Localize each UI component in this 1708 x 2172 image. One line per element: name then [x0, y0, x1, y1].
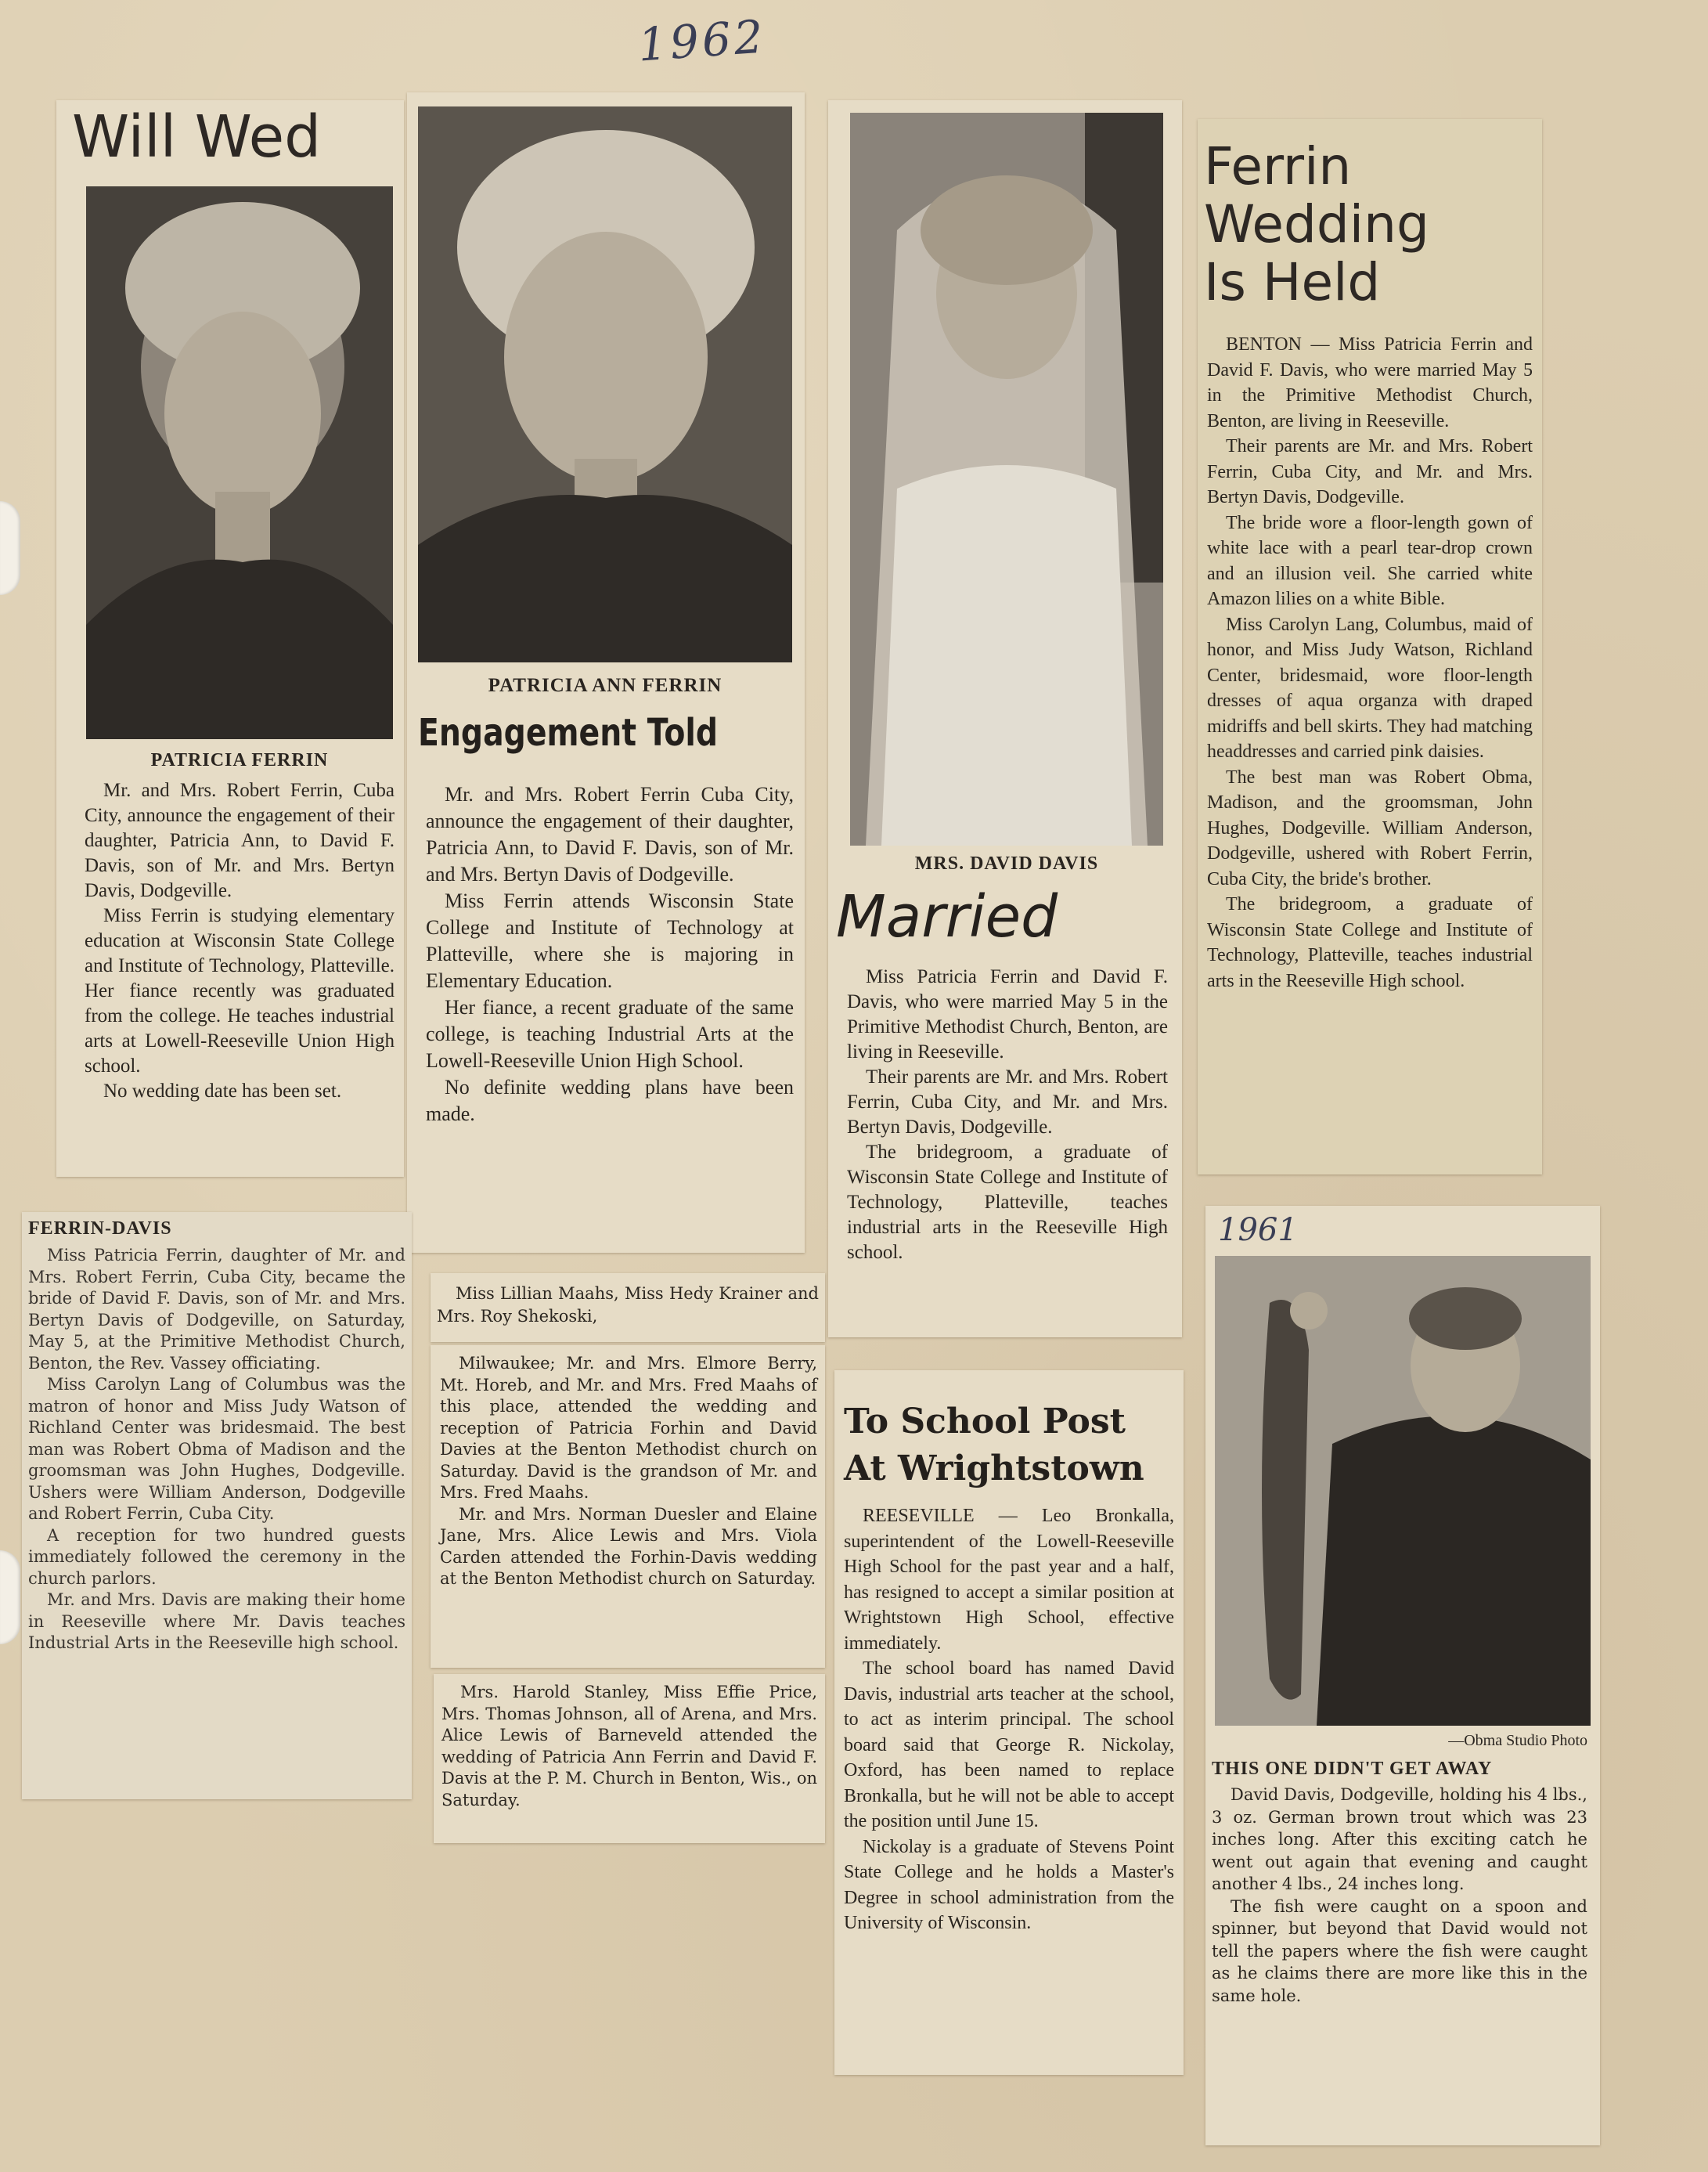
will-wed-headline: Will Wed	[72, 103, 322, 171]
patricia-portrait-photo	[86, 186, 393, 739]
paragraph: Miss Ferrin attends Wisconsin State College and Institute of Technology at Platteville, where she is majoring in Elementary Education.	[426, 889, 794, 992]
school-post-body	[844, 1503, 1174, 1936]
fish-clipping	[1205, 1206, 1600, 2145]
paragraph: Miss Carolyn Lang of Columbus was the matron of honor and Miss Judy Watson of Richland Center was bridesmaid. The best man was Robert Obma of Madison and the groomsman was John Hughes, Dodgeville. Ushers were William Anderson, Dodgeville and Robert Ferrin, Cuba City.	[28, 1375, 405, 1523]
fish-body	[1212, 1784, 1587, 2007]
paragraph: Mr. and Mrs. Norman Duesler and Elaine Jane, Mrs. Alice Lewis and Mrs. Viola Carden attended the Forhin-Davis wedding at the Benton Methodist church on Saturday.	[440, 1504, 817, 1588]
patricia-ann-portrait-photo	[418, 106, 792, 662]
ferrin-wedding-clipping	[1198, 119, 1542, 1174]
binder-hole-top	[0, 501, 20, 595]
will-wed-clipping	[56, 100, 404, 1177]
social-clipping-1	[431, 1273, 825, 1342]
paragraph: Mrs. Harold Stanley, Miss Effie Price, Mrs. Thomas Johnson, all of Arena, and Mrs. Alice Lewis of Barneveld attended the wedding of Patricia Ann Ferrin and David F. Davis at the P. M. Church in Benton, Wis., on Saturday.	[441, 1683, 817, 1809]
paragraph: The best man was Robert Obma, Madison, and the groomsman, John Hughes, Dodgeville. William Anderson, Dodgeville, ushered with Robert Ferrin, Cuba City, the bride's brother.	[1207, 767, 1533, 889]
social-1-body	[437, 1283, 819, 1328]
married-body	[847, 965, 1168, 1265]
ferrin-wedding-headline	[1204, 138, 1429, 312]
paragraph: Mr. and Mrs. Davis are making their home in Reeseville where Mr. Davis teaches Industrial Arts in the Reeseville high school.	[28, 1590, 405, 1652]
paragraph: The school board has named David Davis, industrial arts teacher at the school, to act as interim principal. The school board said that George R. Nickolay, Oxford, has been named to replace Bronkalla, but he will not be able to accept the position until June 15.	[844, 1658, 1174, 1831]
fish-headline: THIS ONE DIDN'T GET AWAY	[1212, 1759, 1493, 1779]
engagement-headline: Engagement Told	[418, 711, 719, 755]
paragraph: Mr. and Mrs. Robert Ferrin Cuba City, announce the engagement of their daughter, Patricia Ann, to David F. Davis, son of Mr. and Mrs. Bertyn Davis of Dodgeville.	[426, 783, 794, 886]
headline-line: Wedding	[1204, 194, 1429, 254]
fish-year-note: 1961	[1218, 1212, 1298, 1248]
social-3-body	[441, 1682, 817, 1811]
will-wed-body	[85, 778, 395, 1104]
married-headline: Married	[836, 883, 1058, 951]
ferrin-davis-headline: FERRIN-DAVIS	[28, 1218, 172, 1239]
paragraph: Her fiance, a recent graduate of the same college, is teaching Industrial Arts at the Lowell-Reeseville Union High School.	[426, 996, 794, 1072]
paragraph: Mr. and Mrs. Robert Ferrin, Cuba City, announce the engagement of their daughter, Patricia Ann, to David F. Davis, son of Mr. and Mrs. Bertyn Davis, Dodgeville.	[85, 780, 395, 901]
paragraph: Miss Ferrin is studying elementary education at Wisconsin State College and Institute of Technology, Platteville. Her fiance recently was graduated from the college. He teaches industrial arts at Lowell-Reeseville Union High school.	[85, 905, 395, 1077]
ferrin-wedding-body	[1207, 332, 1533, 994]
paragraph: David Davis, Dodgeville, holding his 4 lbs., 3 oz. German brown trout which was 23 inches long. After this exciting catch he went out again that evening and caught another 4 lbs., 24 inches long.	[1212, 1785, 1587, 1893]
ferrin-davis-clipping	[22, 1212, 412, 1799]
school-post-clipping	[834, 1370, 1184, 2075]
bride-photo	[850, 113, 1163, 846]
married-clipping	[828, 100, 1182, 1337]
paragraph: REESEVILLE — Leo Bronkalla, superintendent of the Lowell-Reeseville High School for the past year and a half, has resigned to accept a similar position at Wrightstown High School, effective immediately.	[844, 1506, 1174, 1654]
headline-line: Is Held	[1204, 252, 1381, 312]
paragraph: The bridegroom, a graduate of Wisconsin State College and Institute of Technology, Platteville, teaches industrial arts in the Reeseville High school.	[847, 1142, 1168, 1263]
social-clipping-2	[431, 1345, 825, 1668]
paragraph: BENTON — Miss Patricia Ferrin and David F. Davis, who were married May 5 in the Primitive Methodist Church, Benton, are living in Reeseville.	[1207, 334, 1533, 431]
paragraph: No definite wedding plans have been made.	[426, 1076, 794, 1125]
binder-hole-bottom	[0, 1550, 20, 1644]
headline-line: Ferrin	[1204, 136, 1352, 197]
social-clipping-3	[434, 1674, 825, 1843]
paragraph: Milwaukee; Mr. and Mrs. Elmore Berry, Mt. Horeb, and Mr. and Mrs. Fred Maahs of this place, attended the wedding and reception of Patricia Forhin and David Davies at the Benton Methodist church on Saturday. David is the grandson of Mr. and Mrs. Fred Maahs.	[440, 1354, 817, 1502]
paragraph: Miss Patricia Ferrin, daughter of Mr. and Mrs. Robert Ferrin, Cuba City, became the bride of David F. Davis, son of Mr. and Mrs. Bertyn Davis of Dodgeville, on Saturday, May 5, at the Primitive Methodist Church, Benton, the Rev. Vassey officiating.	[28, 1246, 405, 1373]
paragraph: Miss Lillian Maahs, Miss Hedy Krainer and Mrs. Roy Shekoski,	[437, 1284, 819, 1326]
headline-line: To School Post	[844, 1402, 1126, 1441]
paragraph: No wedding date has been set.	[103, 1081, 342, 1102]
paragraph: Their parents are Mr. and Mrs. Robert Ferrin, Cuba City, and Mr. and Mrs. Bertyn Davis, Dodgeville.	[1207, 436, 1533, 507]
paragraph: Miss Carolyn Lang, Columbus, maid of honor, and Miss Judy Watson, Richland Center, bridesmaid, wore floor-length dresses of aqua organza with draped midriffs and bell skirts. They had matching headdresses and carried pink daisies.	[1207, 614, 1533, 762]
paragraph: Nickolay is a graduate of Stevens Point State College and he holds a Master's Degree in school administration from the University of Wisconsin.	[844, 1836, 1174, 1933]
paragraph: Their parents are Mr. and Mrs. Robert Ferrin, Cuba City, and Mr. and Mrs. Bertyn Davis, Dodgeville.	[847, 1066, 1168, 1138]
engagement-caption: PATRICIA ANN FERRIN	[488, 675, 722, 696]
handwritten-year: 1962	[636, 9, 768, 72]
photo-credit: —Obma Studio Photo	[1448, 1732, 1587, 1749]
engagement-told-clipping	[407, 92, 805, 1253]
paragraph: The bridegroom, a graduate of Wisconsin State College and Institute of Technology, Platteville, teaches industrial arts in the Reeseville High school.	[1207, 894, 1533, 991]
paragraph: Miss Patricia Ferrin and David F. Davis, who were married May 5 in the Primitive Methodist Church, Benton, are living in Reeseville.	[847, 966, 1168, 1063]
fish-trout-photo	[1215, 1256, 1591, 1726]
paragraph: A reception for two hundred guests immediately followed the ceremony in the church parlors.	[28, 1525, 405, 1588]
will-wed-caption: PATRICIA FERRIN	[150, 750, 329, 770]
engagement-body	[426, 781, 794, 1127]
ferrin-davis-body	[28, 1245, 405, 1654]
social-2-body	[440, 1353, 817, 1590]
school-post-headline	[844, 1398, 1144, 1492]
paragraph: The bride wore a floor-length gown of white lace with a pearl tear-drop crown and an illusion veil. She carried white Amazon lilies on a white Bible.	[1207, 512, 1533, 609]
married-caption: MRS. DAVID DAVIS	[914, 853, 1099, 874]
paragraph: The fish were caught on a spoon and spinner, but beyond that David would not tell the papers where the fish were caught as he claims there are more like this in the same hole.	[1212, 1896, 1587, 2005]
headline-line: At Wrightstown	[844, 1449, 1144, 1488]
